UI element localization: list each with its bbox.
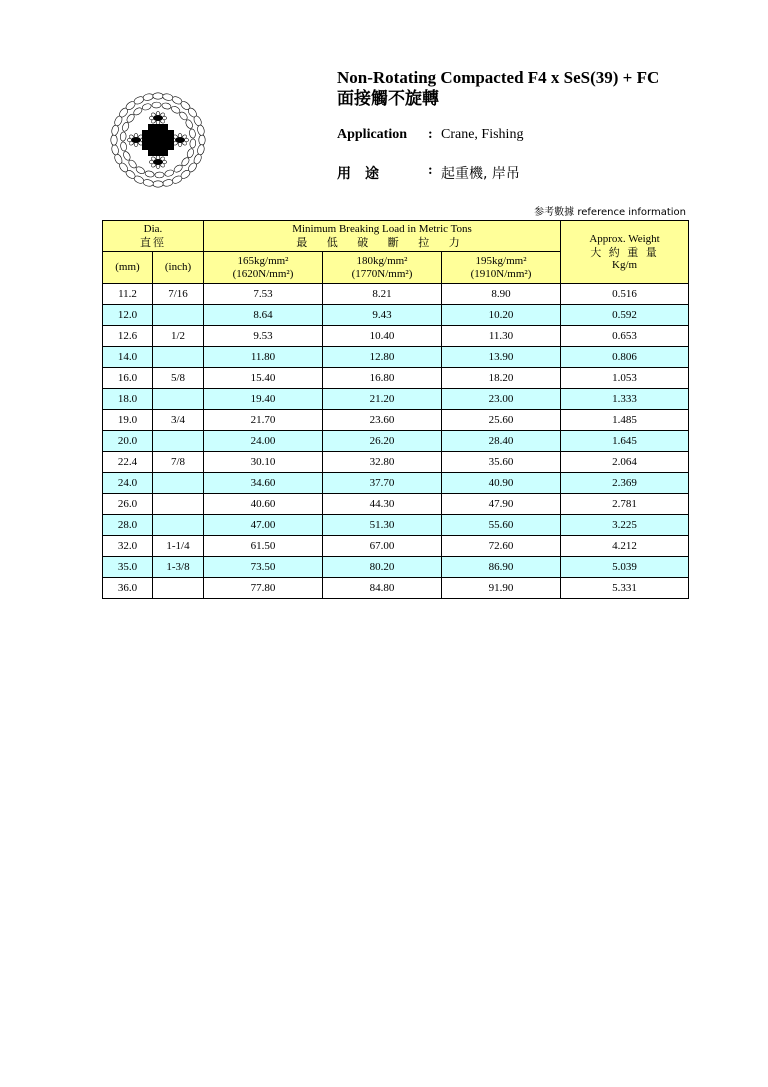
application-label: Application (337, 127, 408, 142)
grade-newton: (1910N/mm²) (470, 267, 532, 280)
cell-l2: 32.80 (323, 452, 442, 473)
cell-l2: 44.30 (323, 494, 442, 515)
cell-mm: 18.0 (103, 389, 153, 410)
mbl-label: Minimum Breaking Load in Metric Tons (292, 223, 472, 235)
cell-l2: 8.21 (323, 284, 442, 305)
cell-l3: 40.90 (442, 473, 561, 494)
cell-l3: 11.30 (442, 326, 561, 347)
cell-w: 1.053 (561, 368, 689, 389)
cell-mm: 36.0 (103, 578, 153, 599)
cell-l2: 10.40 (323, 326, 442, 347)
table-row (103, 431, 689, 452)
dia-label: Dia. (143, 223, 163, 235)
cell-mm: 32.0 (103, 536, 153, 557)
cell-l1: 24.00 (204, 431, 323, 452)
cell-w: 1.645 (561, 431, 689, 452)
cell-w: 5.039 (561, 557, 689, 578)
cell-inch: 7/8 (153, 452, 204, 473)
table-row (103, 494, 689, 515)
cell-l3: 23.00 (442, 389, 561, 410)
cell-mm: 19.0 (103, 410, 153, 431)
application-colon: : (428, 127, 433, 142)
cell-inch (153, 431, 204, 452)
cell-l2: 23.60 (323, 410, 442, 431)
cell-l2: 12.80 (323, 347, 442, 368)
cell-l3: 13.90 (442, 347, 561, 368)
mm-header: (mm) (103, 252, 153, 284)
cell-mm: 28.0 (103, 515, 153, 536)
cell-l1: 61.50 (204, 536, 323, 557)
cell-mm: 26.0 (103, 494, 153, 515)
cell-l3: 47.90 (442, 494, 561, 515)
cell-w: 0.592 (561, 305, 689, 326)
cell-l2: 9.43 (323, 305, 442, 326)
cell-l3: 18.20 (442, 368, 561, 389)
cell-l1: 30.10 (204, 452, 323, 473)
weight-unit: Kg/m (612, 258, 638, 271)
cell-l1: 15.40 (204, 368, 323, 389)
cell-inch (153, 515, 204, 536)
cell-inch (153, 305, 204, 326)
table-row (103, 578, 689, 599)
cell-inch: 1/2 (153, 326, 204, 347)
cell-w: 4.212 (561, 536, 689, 557)
grade-header-2 (323, 252, 442, 284)
cell-inch (153, 473, 204, 494)
weight-label: Approx. Weight (589, 232, 660, 245)
cell-inch (153, 578, 204, 599)
weight-label-cn: 大 約 重 量 (590, 245, 659, 259)
cell-l1: 9.53 (204, 326, 323, 347)
table-row (103, 284, 689, 305)
grade-strength: 165kg/mm² (237, 254, 289, 267)
cell-mm: 11.2 (103, 284, 153, 305)
cell-mm: 12.0 (103, 305, 153, 326)
cell-l1: 40.60 (204, 494, 323, 515)
table-row (103, 557, 689, 578)
table-row (103, 515, 689, 536)
cell-mm: 35.0 (103, 557, 153, 578)
cell-inch (153, 389, 204, 410)
cell-l1: 7.53 (204, 284, 323, 305)
cell-l3: 72.60 (442, 536, 561, 557)
cell-l1: 47.00 (204, 515, 323, 536)
cell-mm: 24.0 (103, 473, 153, 494)
cell-w: 2.369 (561, 473, 689, 494)
cell-l1: 73.50 (204, 557, 323, 578)
reference-note: 参考數據 reference information (534, 207, 686, 218)
inch-header: (inch) (153, 252, 204, 284)
cell-l3: 55.60 (442, 515, 561, 536)
cell-inch: 1-1/4 (153, 536, 204, 557)
wire-rope-cross-section-icon (108, 90, 208, 190)
application-value: Crane, Fishing (441, 127, 524, 142)
cell-inch: 7/16 (153, 284, 204, 305)
cell-l2: 37.70 (323, 473, 442, 494)
cell-w: 2.781 (561, 494, 689, 515)
cell-w: 0.516 (561, 284, 689, 305)
cell-l2: 21.20 (323, 389, 442, 410)
cell-w: 5.331 (561, 578, 689, 599)
cell-inch: 5/8 (153, 368, 204, 389)
cell-l2: 84.80 (323, 578, 442, 599)
cell-l3: 35.60 (442, 452, 561, 473)
dia-label-cn: 直徑 (140, 236, 166, 249)
product-title: Non-Rotating Compacted F4 x SeS(39) + FC (337, 68, 660, 87)
table-row (103, 536, 689, 557)
cell-l2: 51.30 (323, 515, 442, 536)
cell-l3: 28.40 (442, 431, 561, 452)
cell-l3: 25.60 (442, 410, 561, 431)
table-row (103, 326, 689, 347)
cell-w: 0.806 (561, 347, 689, 368)
table-row (103, 473, 689, 494)
cell-l2: 80.20 (323, 557, 442, 578)
cell-inch (153, 347, 204, 368)
cell-w: 1.333 (561, 389, 689, 410)
cell-inch: 1-3/8 (153, 557, 204, 578)
cell-l1: 34.60 (204, 473, 323, 494)
application-value-cn: 起重機, 岸吊 (441, 166, 520, 182)
table-row (103, 452, 689, 473)
cell-l2: 16.80 (323, 368, 442, 389)
cell-l1: 11.80 (204, 347, 323, 368)
cell-w: 2.064 (561, 452, 689, 473)
cell-l3: 10.20 (442, 305, 561, 326)
grade-header-3 (442, 252, 561, 284)
grade-strength: 195kg/mm² (475, 254, 527, 267)
cell-l2: 26.20 (323, 431, 442, 452)
weight-header (561, 221, 689, 284)
cell-w: 3.225 (561, 515, 689, 536)
application-label-cn: 用 途 (337, 166, 379, 182)
cell-mm: 16.0 (103, 368, 153, 389)
cell-w: 0.653 (561, 326, 689, 347)
application-colon-cn: : (428, 163, 433, 178)
dia-header (103, 221, 204, 252)
cell-l1: 77.80 (204, 578, 323, 599)
grade-strength: 180kg/mm² (356, 254, 408, 267)
product-title-cn: 面接觸不旋轉 (337, 89, 439, 109)
cell-l1: 21.70 (204, 410, 323, 431)
table-row (103, 410, 689, 431)
table-row (103, 389, 689, 410)
cell-mm: 20.0 (103, 431, 153, 452)
cell-l3: 91.90 (442, 578, 561, 599)
cell-l1: 19.40 (204, 389, 323, 410)
cell-w: 1.485 (561, 410, 689, 431)
grade-newton: (1770N/mm²) (351, 267, 413, 280)
cell-l3: 8.90 (442, 284, 561, 305)
grade-newton: (1620N/mm²) (232, 267, 294, 280)
table-row (103, 368, 689, 389)
mbl-header (204, 221, 561, 252)
cell-mm: 14.0 (103, 347, 153, 368)
breaking-load-table (102, 220, 689, 599)
cell-mm: 22.4 (103, 452, 153, 473)
mbl-label-cn: 最 低 破 斷 拉 力 (296, 236, 468, 249)
table-row (103, 347, 689, 368)
cell-l3: 86.90 (442, 557, 561, 578)
cell-inch (153, 494, 204, 515)
cell-l1: 8.64 (204, 305, 323, 326)
grade-header-1 (204, 252, 323, 284)
table-row (103, 305, 689, 326)
cell-inch: 3/4 (153, 410, 204, 431)
cell-mm: 12.6 (103, 326, 153, 347)
cell-l2: 67.00 (323, 536, 442, 557)
